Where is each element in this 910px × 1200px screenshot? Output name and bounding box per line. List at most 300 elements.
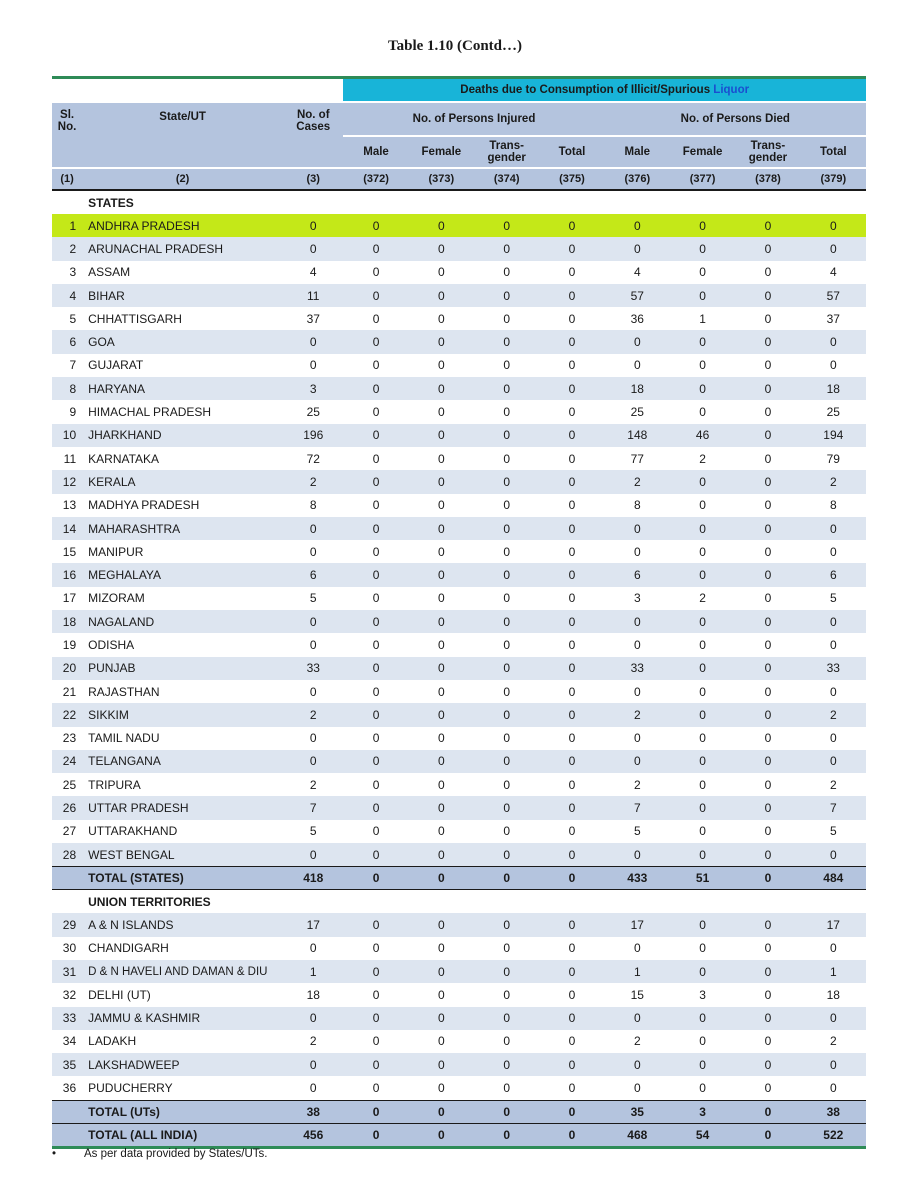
cell-injured-male: 0 — [343, 610, 408, 633]
cell-died-total: 5 — [801, 820, 866, 843]
table-row — [52, 447, 866, 470]
cell-cases: 37 — [283, 307, 343, 330]
cell-state-name: WEST BENGAL — [82, 843, 283, 867]
header-injured-transgender: Trans-gender — [474, 136, 539, 168]
table-row — [52, 330, 866, 353]
cell-died-female: 0 — [670, 960, 735, 983]
cell-injured-transgender: 0 — [474, 727, 539, 750]
cell-cases: 11 — [283, 284, 343, 307]
cell-sl-no: 34 — [52, 1030, 82, 1053]
cell-state-name: MIZORAM — [82, 587, 283, 610]
cell-died-female: 0 — [670, 261, 735, 284]
cell-died-male: 4 — [605, 261, 670, 284]
cell-state-name: MAHARASHTRA — [82, 517, 283, 540]
data-table — [52, 76, 866, 1149]
cell-injured-female: 0 — [409, 400, 474, 423]
cell-state-name: TOTAL (ALL INDIA) — [82, 1123, 283, 1147]
cell-died-male: 0 — [605, 610, 670, 633]
cell-died-male: 7 — [605, 796, 670, 819]
cell-injured-total: 0 — [539, 1123, 604, 1147]
cell-cases: 33 — [283, 657, 343, 680]
cell-injured-transgender: 0 — [474, 1123, 539, 1147]
header-blank — [52, 78, 343, 103]
cell-died-male: 2 — [605, 1030, 670, 1053]
table-row — [52, 424, 866, 447]
cell-injured-female: 0 — [409, 1100, 474, 1123]
cell-injured-total: 0 — [539, 773, 604, 796]
cell-injured-female: 0 — [409, 1030, 474, 1053]
cell-injured-male: 0 — [343, 261, 408, 284]
cell-died-transgender: 0 — [735, 587, 800, 610]
cell-sl-no: 7 — [52, 354, 82, 377]
cell-injured-transgender: 0 — [474, 470, 539, 493]
cell-injured-transgender: 0 — [474, 937, 539, 960]
cell-died-female: 0 — [670, 796, 735, 819]
cell-died-male: 3 — [605, 587, 670, 610]
cell-state-name: RAJASTHAN — [82, 680, 283, 703]
cell-injured-total: 0 — [539, 400, 604, 423]
cell-state-name: JAMMU & KASHMIR — [82, 1007, 283, 1030]
table-row — [52, 983, 866, 1006]
cell-died-transgender: 0 — [735, 237, 800, 260]
table-row — [52, 843, 866, 867]
table-row — [52, 540, 866, 563]
cell-injured-male: 0 — [343, 1123, 408, 1147]
cell-injured-male: 0 — [343, 494, 408, 517]
cell-injured-total: 0 — [539, 750, 604, 773]
cell-injured-male: 0 — [343, 1030, 408, 1053]
cell-cases: 0 — [283, 843, 343, 867]
cell-state-name: PUNJAB — [82, 657, 283, 680]
cell-injured-transgender: 0 — [474, 424, 539, 447]
cell-sl-no: 17 — [52, 587, 82, 610]
cell-injured-total: 0 — [539, 587, 604, 610]
cell-injured-male: 0 — [343, 867, 408, 890]
cell-injured-female: 0 — [409, 307, 474, 330]
cell-died-transgender: 0 — [735, 447, 800, 470]
cell-died-male: 77 — [605, 447, 670, 470]
cell-injured-female: 0 — [409, 680, 474, 703]
cell-cases: 7 — [283, 796, 343, 819]
cell-died-male: 0 — [605, 750, 670, 773]
cell-injured-transgender: 0 — [474, 633, 539, 656]
cell-died-male: 6 — [605, 563, 670, 586]
cell-died-transgender: 0 — [735, 1053, 800, 1076]
cell-state-name: NAGALAND — [82, 610, 283, 633]
cell-injured-female: 0 — [409, 796, 474, 819]
cell-cases: 0 — [283, 237, 343, 260]
cell-sl-no: 21 — [52, 680, 82, 703]
cell-injured-transgender: 0 — [474, 960, 539, 983]
cell-cases: 0 — [283, 937, 343, 960]
cell-injured-total: 0 — [539, 470, 604, 493]
cell-injured-transgender: 0 — [474, 750, 539, 773]
cell-died-female: 3 — [670, 983, 735, 1006]
cell-injured-total: 0 — [539, 517, 604, 540]
cell-died-female: 2 — [670, 587, 735, 610]
cell-state-name: KERALA — [82, 470, 283, 493]
cell-died-male: 2 — [605, 773, 670, 796]
cell-cases: 2 — [283, 773, 343, 796]
cell-state-name: LADAKH — [82, 1030, 283, 1053]
cell-state-name: ARUNACHAL PRADESH — [82, 237, 283, 260]
cell-died-transgender: 0 — [735, 703, 800, 726]
data-table-container — [52, 76, 866, 1149]
cell-injured-female: 0 — [409, 610, 474, 633]
cell-injured-total: 0 — [539, 284, 604, 307]
cell-injured-transgender: 0 — [474, 1053, 539, 1076]
cell-injured-transgender: 0 — [474, 284, 539, 307]
cell-died-transgender: 0 — [735, 913, 800, 936]
cell-cases: 0 — [283, 354, 343, 377]
cell-injured-female: 0 — [409, 354, 474, 377]
cell-died-male: 25 — [605, 400, 670, 423]
cell-state-name: BIHAR — [82, 284, 283, 307]
cell-died-female: 0 — [670, 354, 735, 377]
footnote-bullet: • — [52, 1148, 57, 1160]
cell-injured-total: 0 — [539, 633, 604, 656]
total-states-row — [52, 867, 866, 890]
cell-injured-male: 0 — [343, 284, 408, 307]
cell-state-name: UTTAR PRADESH — [82, 796, 283, 819]
cell-injured-female: 0 — [409, 587, 474, 610]
cell-injured-total: 0 — [539, 330, 604, 353]
cell-died-total: 6 — [801, 563, 866, 586]
cell-injured-total: 0 — [539, 843, 604, 867]
cell-injured-transgender: 0 — [474, 307, 539, 330]
cell-died-transgender: 0 — [735, 1076, 800, 1100]
cell-sl-no: 12 — [52, 470, 82, 493]
cell-state-name: MADHYA PRADESH — [82, 494, 283, 517]
cell-died-transgender: 0 — [735, 494, 800, 517]
cell-injured-total: 0 — [539, 796, 604, 819]
cell-injured-transgender: 0 — [474, 330, 539, 353]
cell-died-male: 57 — [605, 284, 670, 307]
cell-state-name: ANDHRA PRADESH — [82, 214, 283, 237]
cell-sl-no: 26 — [52, 796, 82, 819]
header-died-transgender: Trans-gender — [735, 136, 800, 168]
cell-injured-male: 0 — [343, 1100, 408, 1123]
cell-cases: 4 — [283, 261, 343, 284]
cell-injured-male: 0 — [343, 796, 408, 819]
table-row — [52, 1030, 866, 1053]
cell-died-total: 194 — [801, 424, 866, 447]
cell-cases: 0 — [283, 330, 343, 353]
cell-died-total: 522 — [801, 1123, 866, 1147]
cell-injured-female: 0 — [409, 820, 474, 843]
table-row — [52, 703, 866, 726]
cell-died-transgender: 0 — [735, 261, 800, 284]
cell-cases: 1 — [283, 960, 343, 983]
cell-died-transgender: 0 — [735, 680, 800, 703]
cell-died-total: 0 — [801, 727, 866, 750]
cell-died-female: 0 — [670, 727, 735, 750]
cell-injured-female: 0 — [409, 913, 474, 936]
cell-state-name: TAMIL NADU — [82, 727, 283, 750]
cell-cases: 0 — [283, 1053, 343, 1076]
cell-died-total: 0 — [801, 1007, 866, 1030]
cell-injured-transgender: 0 — [474, 843, 539, 867]
cell-injured-total: 0 — [539, 610, 604, 633]
cell-state-name: A & N ISLANDS — [82, 913, 283, 936]
column-number: (372) — [343, 168, 408, 190]
cell-injured-male: 0 — [343, 563, 408, 586]
cell-injured-transgender: 0 — [474, 680, 539, 703]
cell-injured-transgender: 0 — [474, 494, 539, 517]
cell-died-transgender: 0 — [735, 307, 800, 330]
cell-died-total: 18 — [801, 983, 866, 1006]
cell-injured-transgender: 0 — [474, 820, 539, 843]
cell-cases: 72 — [283, 447, 343, 470]
cell-cases: 0 — [283, 517, 343, 540]
cell-injured-transgender: 0 — [474, 1076, 539, 1100]
cell-died-total: 57 — [801, 284, 866, 307]
cell-died-transgender: 0 — [735, 843, 800, 867]
cell-sl-no: 32 — [52, 983, 82, 1006]
cell-cases: 0 — [283, 1076, 343, 1100]
cell-died-female: 0 — [670, 750, 735, 773]
cell-died-male: 36 — [605, 307, 670, 330]
cell-injured-total: 0 — [539, 937, 604, 960]
header-sl-no: Sl. No. — [52, 102, 82, 168]
cell-injured-transgender: 0 — [474, 261, 539, 284]
cell-died-female: 54 — [670, 1123, 735, 1147]
cell-injured-total: 0 — [539, 820, 604, 843]
cell-injured-female: 0 — [409, 937, 474, 960]
cell-injured-transgender: 0 — [474, 517, 539, 540]
cell-died-male: 468 — [605, 1123, 670, 1147]
table-row — [52, 494, 866, 517]
table-row — [52, 727, 866, 750]
cell-died-male: 35 — [605, 1100, 670, 1123]
cell-died-transgender: 0 — [735, 610, 800, 633]
cell-injured-transgender: 0 — [474, 796, 539, 819]
table-row — [52, 517, 866, 540]
cell-cases: 0 — [283, 680, 343, 703]
cell-died-transgender: 0 — [735, 400, 800, 423]
cell-injured-transgender: 0 — [474, 983, 539, 1006]
cell-died-total: 5 — [801, 587, 866, 610]
cell-injured-male: 0 — [343, 237, 408, 260]
cell-died-transgender: 0 — [735, 727, 800, 750]
cell-injured-total: 0 — [539, 307, 604, 330]
cell-cases: 2 — [283, 703, 343, 726]
cell-died-female: 0 — [670, 540, 735, 563]
cell-died-female: 0 — [670, 937, 735, 960]
cell-state-name: MANIPUR — [82, 540, 283, 563]
header-injured-male: Male — [343, 136, 408, 168]
cell-died-total: 0 — [801, 517, 866, 540]
table-row — [52, 610, 866, 633]
cell-state-name: ASSAM — [82, 261, 283, 284]
cell-died-transgender: 0 — [735, 1100, 800, 1123]
cell-died-transgender: 0 — [735, 214, 800, 237]
cell-injured-female: 0 — [409, 424, 474, 447]
cell-sl-no — [52, 1100, 82, 1123]
cell-died-total: 0 — [801, 680, 866, 703]
cell-died-female: 0 — [670, 214, 735, 237]
cell-injured-male: 0 — [343, 680, 408, 703]
cell-injured-female: 0 — [409, 703, 474, 726]
cell-injured-total: 0 — [539, 540, 604, 563]
table-row — [52, 307, 866, 330]
table-row — [52, 820, 866, 843]
cell-injured-female: 0 — [409, 447, 474, 470]
cell-sl-no: 25 — [52, 773, 82, 796]
cell-died-male: 0 — [605, 1007, 670, 1030]
cell-died-male: 8 — [605, 494, 670, 517]
column-number: (3) — [283, 168, 343, 190]
cell-cases: 2 — [283, 470, 343, 493]
header-state-ut: State/UT — [82, 102, 283, 168]
cell-injured-male: 0 — [343, 983, 408, 1006]
column-number: (379) — [801, 168, 866, 190]
cell-sl-no: 10 — [52, 424, 82, 447]
cell-injured-transgender: 0 — [474, 563, 539, 586]
cell-cases: 0 — [283, 633, 343, 656]
cell-died-male: 0 — [605, 680, 670, 703]
cell-injured-female: 0 — [409, 1007, 474, 1030]
cell-injured-total: 0 — [539, 703, 604, 726]
cell-injured-male: 0 — [343, 843, 408, 867]
cell-injured-male: 0 — [343, 750, 408, 773]
table-title: Table 1.10 (Contd…) — [387, 38, 523, 54]
cell-state-name: HIMACHAL PRADESH — [82, 400, 283, 423]
cell-died-female: 0 — [670, 843, 735, 867]
cell-died-female: 0 — [670, 913, 735, 936]
cell-died-transgender: 0 — [735, 470, 800, 493]
cell-died-transgender: 0 — [735, 657, 800, 680]
cell-state-name: SIKKIM — [82, 703, 283, 726]
cell-injured-male: 0 — [343, 587, 408, 610]
cell-injured-transgender: 0 — [474, 703, 539, 726]
cell-died-total: 2 — [801, 703, 866, 726]
cell-injured-male: 0 — [343, 400, 408, 423]
cell-died-male: 0 — [605, 237, 670, 260]
cell-died-transgender: 0 — [735, 330, 800, 353]
cell-sl-no: 28 — [52, 843, 82, 867]
cell-injured-male: 0 — [343, 727, 408, 750]
cell-cases: 418 — [283, 867, 343, 890]
cell-died-total: 2 — [801, 1030, 866, 1053]
cell-died-total: 0 — [801, 633, 866, 656]
cell-died-total: 8 — [801, 494, 866, 517]
cell-died-male: 2 — [605, 703, 670, 726]
cell-died-total: 0 — [801, 330, 866, 353]
cell-injured-female: 0 — [409, 633, 474, 656]
cell-cases: 196 — [283, 424, 343, 447]
table-row — [52, 261, 866, 284]
cell-sl-no: 2 — [52, 237, 82, 260]
cell-died-transgender: 0 — [735, 820, 800, 843]
cell-died-total: 37 — [801, 307, 866, 330]
cell-injured-male: 0 — [343, 820, 408, 843]
cell-died-male: 0 — [605, 1053, 670, 1076]
cell-died-male: 0 — [605, 937, 670, 960]
header-main-title-prefix: Deaths due to Consumption of Illicit/Spurious — [460, 84, 714, 96]
cell-injured-transgender: 0 — [474, 237, 539, 260]
cell-died-female: 0 — [670, 517, 735, 540]
cell-injured-female: 0 — [409, 540, 474, 563]
cell-sl-no: 11 — [52, 447, 82, 470]
cell-injured-male: 0 — [343, 1076, 408, 1100]
cell-injured-male: 0 — [343, 354, 408, 377]
cell-cases: 3 — [283, 377, 343, 400]
cell-died-transgender: 0 — [735, 983, 800, 1006]
cell-injured-male: 0 — [343, 447, 408, 470]
cell-injured-female: 0 — [409, 983, 474, 1006]
table-row — [52, 960, 866, 983]
cell-sl-no: 22 — [52, 703, 82, 726]
cell-injured-transgender: 0 — [474, 354, 539, 377]
section-heading: STATES — [82, 190, 866, 214]
cell-state-name: DELHI (UT) — [82, 983, 283, 1006]
cell-died-total: 2 — [801, 470, 866, 493]
cell-injured-total: 0 — [539, 377, 604, 400]
cell-state-name: ODISHA — [82, 633, 283, 656]
cell-died-female: 0 — [670, 377, 735, 400]
cell-injured-total: 0 — [539, 1100, 604, 1123]
table-row — [52, 680, 866, 703]
cell-sl-no: 6 — [52, 330, 82, 353]
header-no-of-cases: No. of Cases — [283, 102, 343, 168]
cell-injured-total: 0 — [539, 983, 604, 1006]
cell-injured-total: 0 — [539, 494, 604, 517]
table-row — [52, 400, 866, 423]
table-row — [52, 1053, 866, 1076]
cell-injured-total: 0 — [539, 657, 604, 680]
cell-sl-no: 15 — [52, 540, 82, 563]
cell-injured-total: 0 — [539, 913, 604, 936]
cell-state-name: TOTAL (STATES) — [82, 867, 283, 890]
cell-died-transgender: 0 — [735, 1030, 800, 1053]
cell-died-transgender: 0 — [735, 563, 800, 586]
section-heading-row — [52, 890, 866, 914]
cell-died-transgender: 0 — [735, 960, 800, 983]
cell-injured-male: 0 — [343, 657, 408, 680]
cell-injured-female: 0 — [409, 377, 474, 400]
cell-injured-female: 0 — [409, 494, 474, 517]
table-row — [52, 284, 866, 307]
cell-injured-male: 0 — [343, 330, 408, 353]
cell-injured-female: 0 — [409, 1076, 474, 1100]
header-injured-total: Total — [539, 136, 604, 168]
cell-died-transgender: 0 — [735, 377, 800, 400]
cell-injured-female: 0 — [409, 261, 474, 284]
cell-state-name: GOA — [82, 330, 283, 353]
cell-died-total: 0 — [801, 540, 866, 563]
cell-injured-male: 0 — [343, 517, 408, 540]
cell-injured-female: 0 — [409, 517, 474, 540]
cell-injured-female: 0 — [409, 750, 474, 773]
cell-died-female: 0 — [670, 494, 735, 517]
cell-sl-no: 19 — [52, 633, 82, 656]
cell-died-female: 1 — [670, 307, 735, 330]
cell-injured-male: 0 — [343, 937, 408, 960]
cell-died-total: 7 — [801, 796, 866, 819]
cell-state-name: D & N HAVELI AND DAMAN & DIU — [82, 960, 283, 983]
cell-injured-total: 0 — [539, 354, 604, 377]
cell-died-female: 0 — [670, 657, 735, 680]
cell-died-transgender: 0 — [735, 284, 800, 307]
cell-died-total: 2 — [801, 773, 866, 796]
cell-injured-total: 0 — [539, 424, 604, 447]
section-heading: UNION TERRITORIES — [82, 890, 866, 914]
cell-injured-female: 0 — [409, 330, 474, 353]
cell-injured-male: 0 — [343, 1007, 408, 1030]
cell-injured-total: 0 — [539, 1007, 604, 1030]
cell-died-total: 0 — [801, 610, 866, 633]
